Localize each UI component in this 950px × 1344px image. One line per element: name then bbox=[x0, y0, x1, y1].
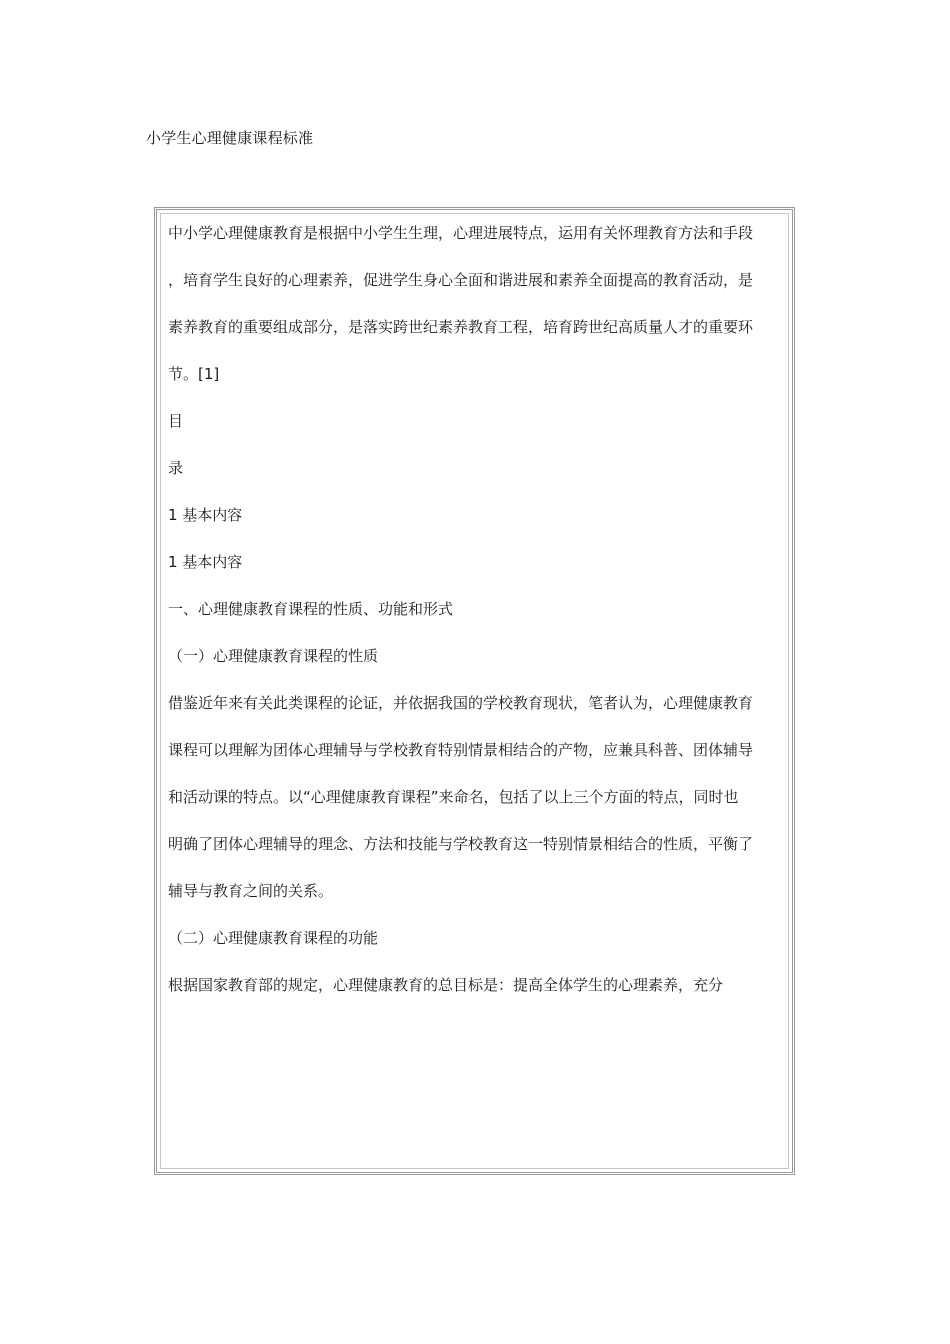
paragraph: 素养教育的重要组成部分，是落实跨世纪素养教育工程，培育跨世纪高质量人才的重要环 bbox=[168, 318, 754, 336]
toc-heading-part2: 录 bbox=[168, 459, 184, 477]
subsection-heading: （二）心理健康教育课程的功能 bbox=[168, 929, 379, 947]
subsection-heading: 一、心理健康教育课程的性质、功能和形式 bbox=[168, 600, 454, 618]
paragraph-reference: 节。[1] bbox=[168, 365, 220, 383]
content-cell bbox=[160, 213, 789, 1169]
toc-entry: 1 基本内容 bbox=[168, 506, 243, 524]
paragraph: ，培育学生良好的心理素养，促进学生身心全面和谐进展和素养全面提高的教育活动，是 bbox=[168, 271, 754, 289]
document-title: 小学生心理健康课程标准 bbox=[146, 129, 314, 147]
content-table-frame bbox=[154, 207, 795, 1175]
toc-heading-part1: 目 bbox=[168, 412, 184, 430]
paragraph: 辅导与教育之间的关系。 bbox=[168, 882, 334, 900]
section-heading: 1 基本内容 bbox=[168, 553, 243, 571]
paragraph: 借鉴近年来有关此类课程的论证，并依据我国的学校教育现状，笔者认为，心理健康教育 bbox=[168, 694, 754, 712]
paragraph: 中小学心理健康教育是根据中小学生生理，心理进展特点，运用有关怀理教育方法和手段 bbox=[168, 224, 754, 242]
paragraph: 明确了团体心理辅导的理念、方法和技能与学校教育这一特别情景相结合的性质，平衡了 bbox=[168, 835, 754, 853]
paragraph: 和活动课的特点。以“心理健康教育课程”来命名，包括了以上三个方面的特点，同时也 bbox=[168, 788, 739, 806]
paragraph: 根据国家教育部的规定，心理健康教育的总目标是：提高全体学生的心理素养，充分 bbox=[168, 976, 724, 994]
paragraph: 课程可以理解为团体心理辅导与学校教育特别情景相结合的产物，应兼具科普、团体辅导 bbox=[168, 741, 754, 759]
subsection-heading: （一）心理健康教育课程的性质 bbox=[168, 647, 379, 665]
